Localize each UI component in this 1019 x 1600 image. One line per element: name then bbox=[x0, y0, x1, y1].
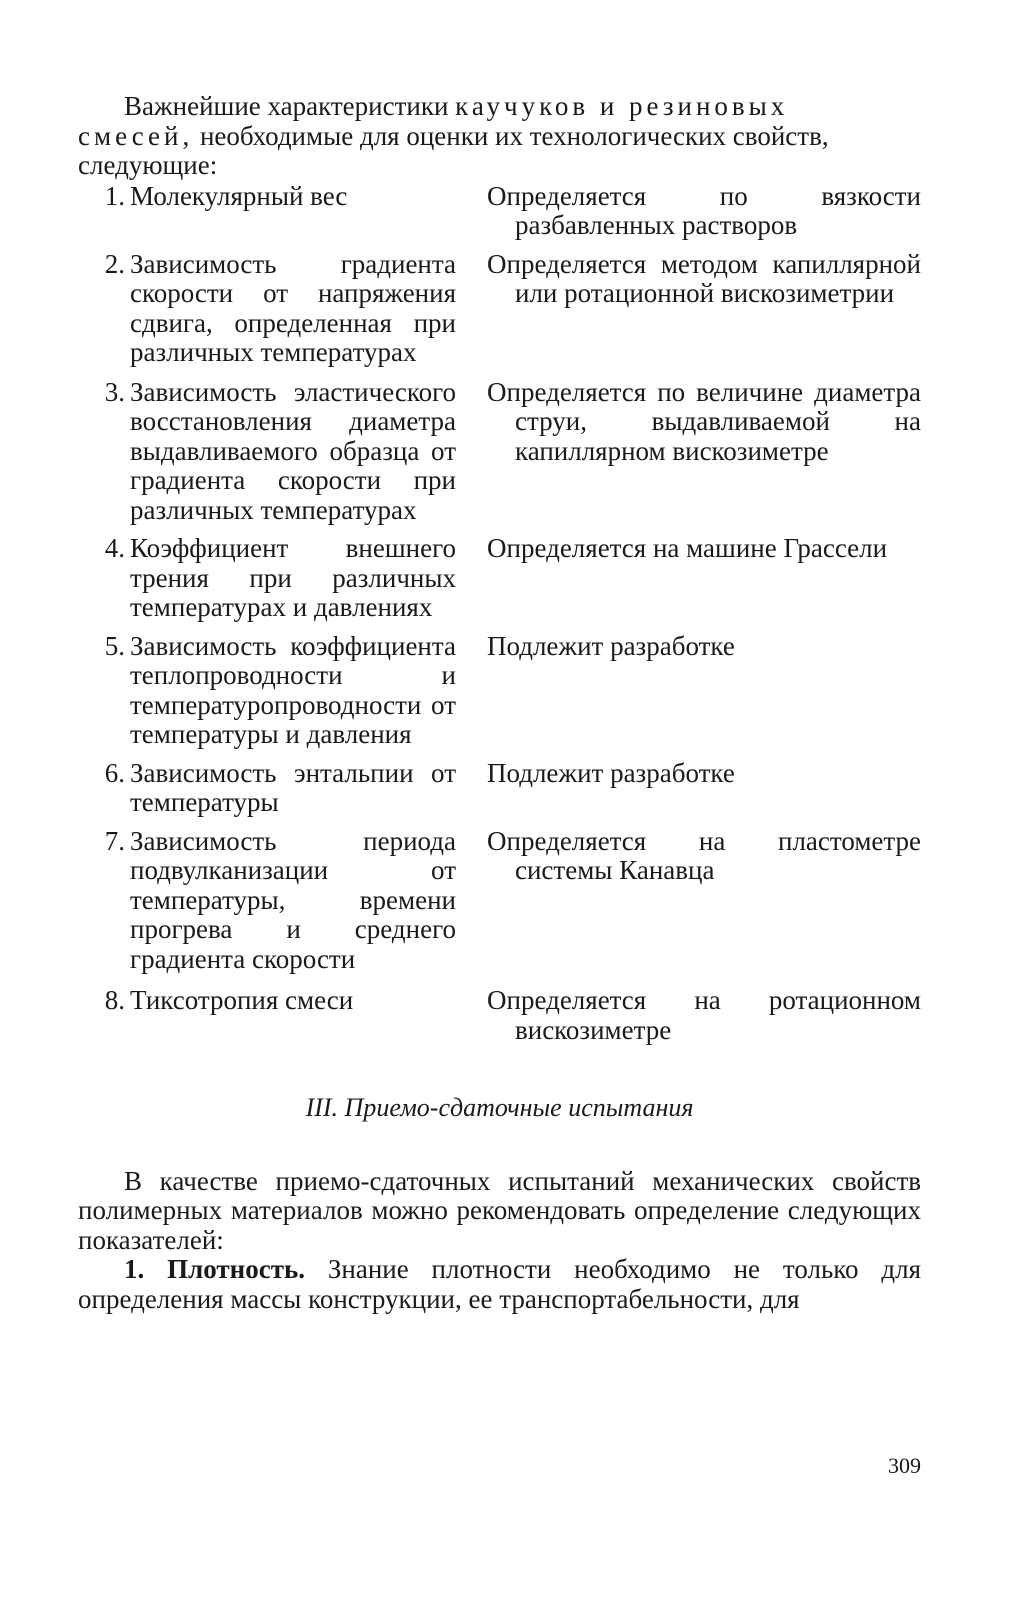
item-number: 7. bbox=[104, 825, 125, 856]
item-characteristic: Зависимость энтальпии от температуры bbox=[130, 757, 456, 817]
intro-line-2-rest: необходимые для оценки их технологических свойств, bbox=[193, 120, 829, 151]
characteristics-list bbox=[78, 182, 921, 1046]
page-content bbox=[78, 92, 921, 1314]
page-number: 309 bbox=[888, 1453, 921, 1478]
body-text bbox=[78, 1167, 921, 1315]
intro-paragraph bbox=[78, 92, 921, 181]
list-item bbox=[78, 632, 921, 750]
intro-line-1-spaced: каучуков и резиновых bbox=[455, 91, 789, 121]
body-paragraph-2-text: Знание плотности необходимо не только для определения массы конструкции, ее транспортабельности, для bbox=[78, 1254, 921, 1314]
item-method: Определяется по вязкости разбавленных растворов bbox=[487, 180, 921, 240]
body-paragraph-1-text: В качестве приемо-сдаточных испытаний механических свойств полимерных материалов можно рекомендовать определение следующих показателей: bbox=[78, 1165, 921, 1255]
item-method: Определяется методом капиллярной или ротационной вискозиметрии bbox=[487, 248, 921, 308]
item-characteristic: Зависимость эластического восстановления диаметра выдавливаемого образца от градиента скорости при различных температурах bbox=[130, 376, 456, 525]
item-number: 6. bbox=[104, 757, 125, 788]
intro-line-1 bbox=[78, 92, 921, 122]
item-characteristic: Молекулярный вес bbox=[130, 180, 348, 211]
item-number: 4. bbox=[104, 533, 125, 563]
section-title: III. Приемо-сдаточные испытания bbox=[305, 1093, 694, 1122]
item-characteristic: Зависимость коэффициента теплопроводности и температуропроводности от температуры и давления bbox=[130, 630, 456, 749]
item-characteristic: Тиксотропия смеси bbox=[130, 985, 354, 1015]
item-method: Определяется на машине Грассели bbox=[487, 533, 888, 563]
intro-line-2 bbox=[78, 122, 921, 152]
item-characteristic: Зависимость периода подвулканизации от температуры, времени прогрева и среднего градиента скорости bbox=[130, 825, 456, 974]
item-number: 3. bbox=[104, 376, 125, 407]
list-item bbox=[78, 250, 921, 368]
list-item bbox=[78, 182, 921, 241]
list-item bbox=[78, 827, 921, 975]
item-method: Подлежит разработке bbox=[487, 630, 735, 661]
item-method: Подлежит разработке bbox=[487, 757, 735, 788]
body-paragraph-2 bbox=[78, 1255, 921, 1314]
density-heading: 1. Плотность. bbox=[124, 1254, 305, 1284]
item-number: 5. bbox=[104, 630, 125, 661]
list-item bbox=[78, 986, 921, 1045]
item-number: 8. bbox=[104, 985, 125, 1015]
item-characteristic: Зависимость градиента скорости от напряжения сдвига, определенная при различных температурах bbox=[130, 248, 456, 367]
list-item bbox=[78, 378, 921, 526]
item-characteristic: Коэффициент внешнего трения при различных температурах и давлениях bbox=[130, 533, 456, 622]
list-item bbox=[78, 759, 921, 818]
intro-line-3: следующие: bbox=[78, 150, 218, 180]
intro-line-1-prefix: Важнейшие характеристики bbox=[124, 91, 456, 121]
item-number: 1. bbox=[104, 180, 125, 211]
item-method: Определяется по величине диаметра струи, выдавливаемой на капиллярном вискозиметре bbox=[487, 376, 921, 466]
body-paragraph-1 bbox=[78, 1167, 921, 1256]
item-number: 2. bbox=[104, 248, 125, 279]
item-method: Определяется на пластометре системы Канавца bbox=[487, 825, 921, 885]
list-item bbox=[78, 534, 921, 623]
intro-line-2-spaced: смесей, bbox=[78, 120, 194, 151]
item-method: Определяется на ротационном вискозиметре bbox=[487, 985, 921, 1045]
